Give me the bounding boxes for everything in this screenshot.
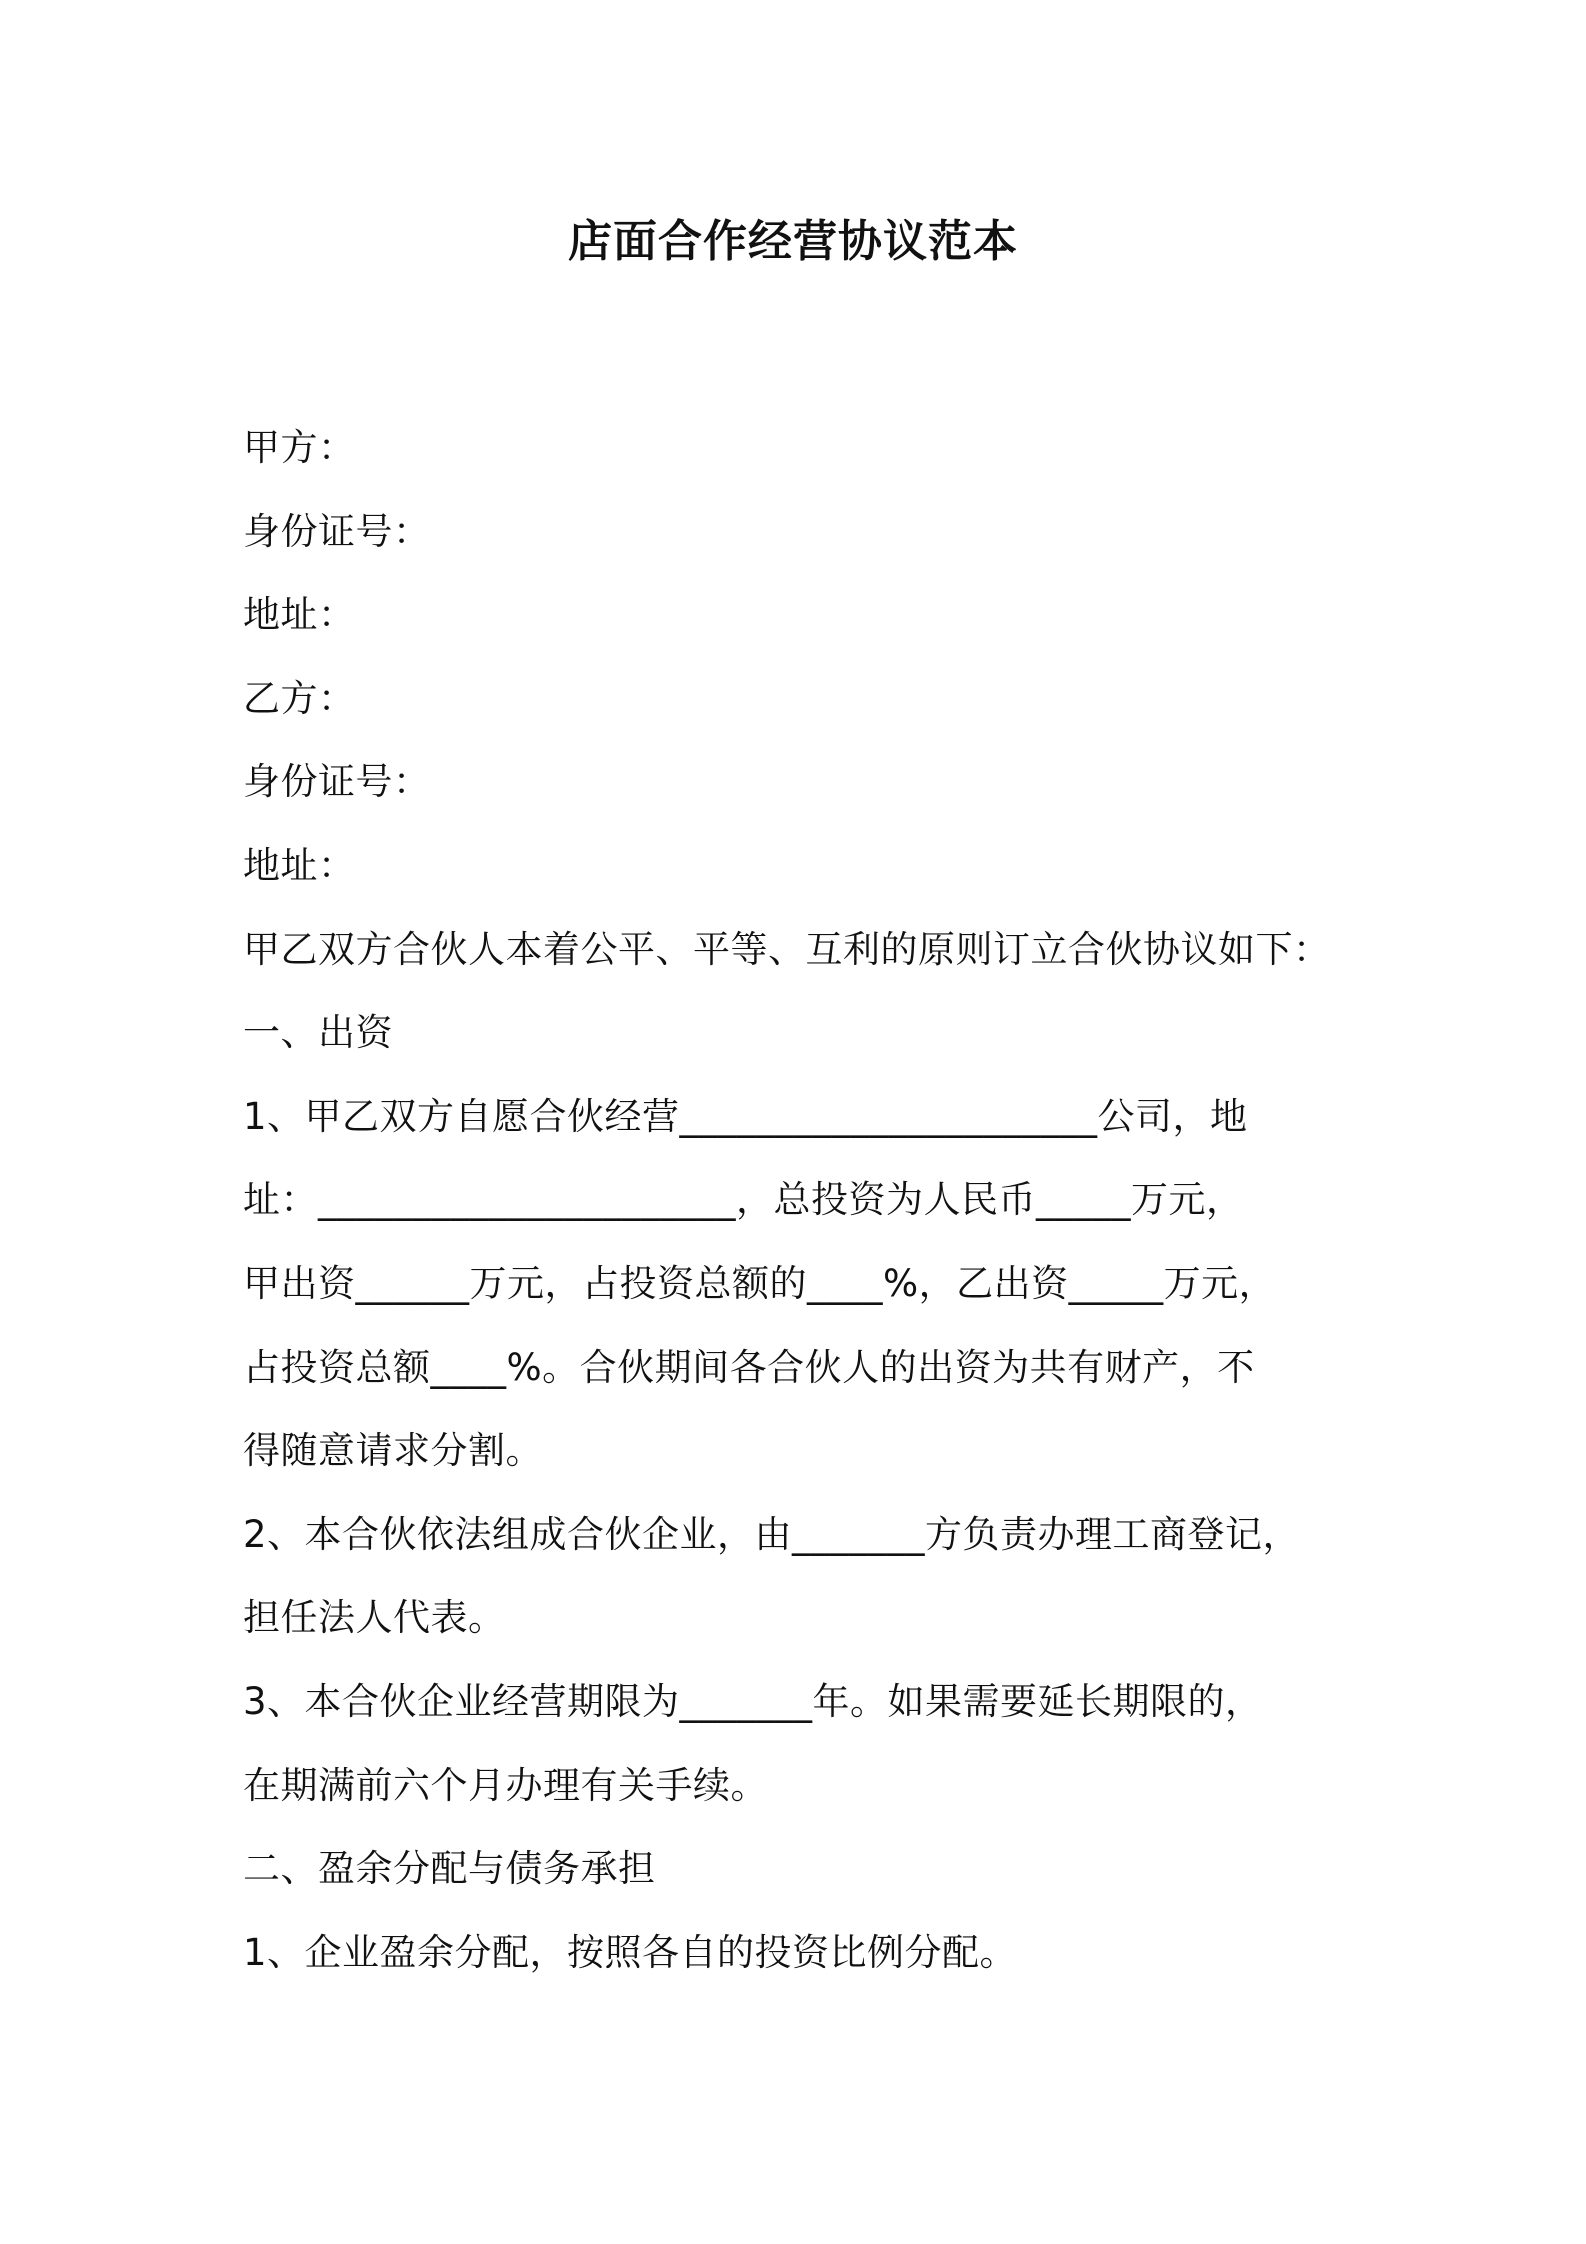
party-a-label: 甲方： xyxy=(243,426,356,469)
clause-2-1: 1、企业盈余分配，按照各自的投资比例分配。 xyxy=(243,1930,1018,1974)
party-a-id-label: 身份证号： xyxy=(243,509,431,553)
party-b-address-label: 地址： xyxy=(243,843,356,887)
clause-1-3-line: 在期满前六个月办理有关手续。 xyxy=(243,1763,768,1807)
section-2-heading: 二、盈余分配与债务承担 xyxy=(243,1847,656,1891)
clause-1-1-line: 1、甲乙双方自愿合伙经营______________________公司，地 xyxy=(243,1094,1248,1138)
clause-1-3-line: 3、本合伙企业经营期限为_______年。如果需要延长期限的， xyxy=(243,1679,1263,1723)
document-title: 店面合作经营协议范本 xyxy=(568,216,1018,267)
preamble: 甲乙双方合伙人本着公平、平等、互利的原则订立合伙协议如下： xyxy=(243,927,1331,971)
party-a-address-label: 地址： xyxy=(243,593,356,637)
clause-1-1-line: 甲出资______万元，占投资总额的____%，乙出资_____万元， xyxy=(243,1261,1277,1305)
party-b-id-label: 身份证号： xyxy=(243,760,431,804)
document-body xyxy=(243,406,1363,1994)
clause-1-1-line: 得随意请求分割。 xyxy=(243,1429,543,1473)
clause-1-2-line: 2、本合伙依法组成合伙企业，由_______方负责办理工商登记， xyxy=(243,1512,1301,1556)
section-1-heading: 一、出资 xyxy=(243,1011,393,1055)
clause-1-1-line: 占投资总额____%。合伙期间各合伙人的出资为共有财产，不 xyxy=(243,1345,1255,1389)
clause-1-2-line: 担任法人代表。 xyxy=(243,1596,506,1640)
party-b-label: 乙方： xyxy=(243,676,356,720)
clause-1-1-line: 址：______________________，总投资为人民币_____万元， xyxy=(243,1178,1244,1222)
